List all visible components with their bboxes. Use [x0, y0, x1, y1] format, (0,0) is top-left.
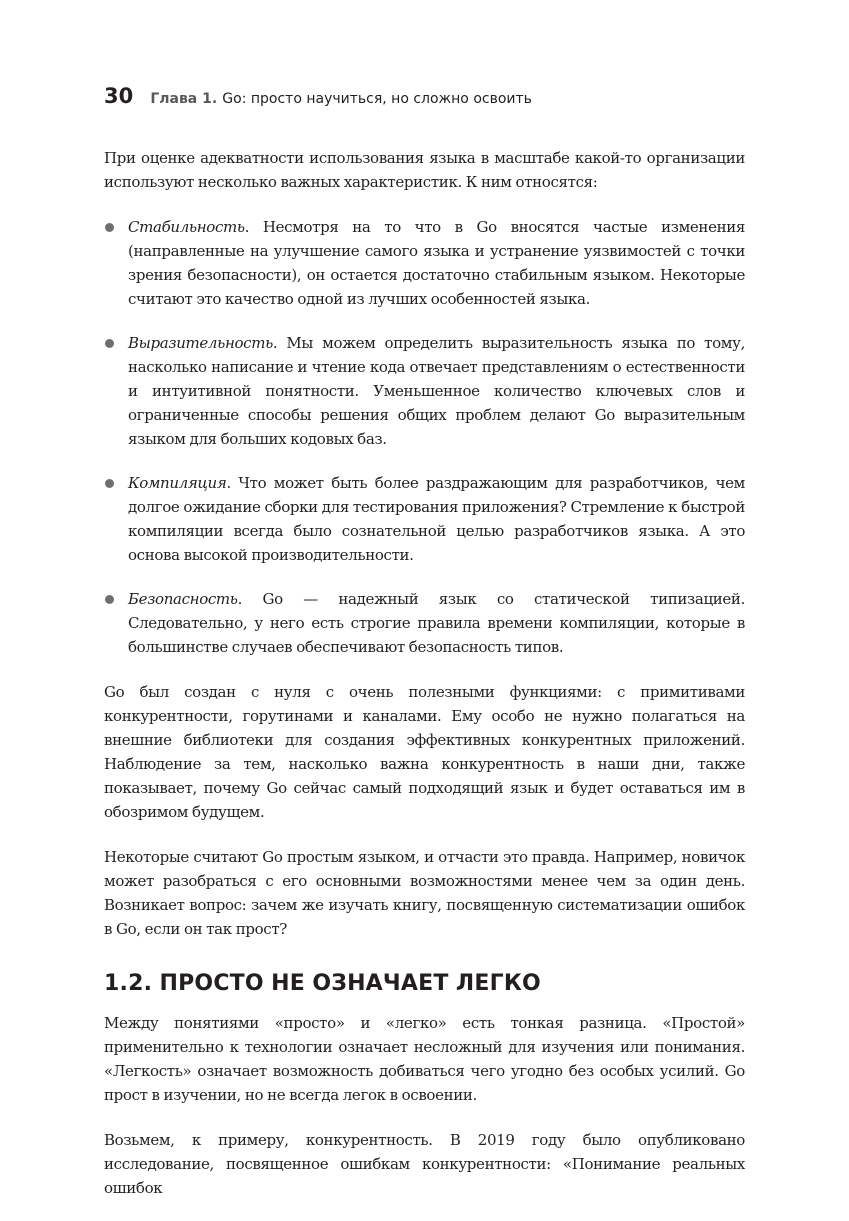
- feature-item-stability: [104, 215, 745, 311]
- chapter-title: Go: просто научиться, но сложно освоить: [222, 91, 532, 107]
- feature-text: . Go — надежный язык со статической типизацией. Следовательно, у него есть строгие правила времени компиляции, которые в большинстве случаев обеспечивают безопасность типов.: [128, 590, 745, 656]
- feature-text: . Мы можем определить выразительность языка по тому, насколько написание и чтение кода отвечает представлениям о естественности и интуитивной понятности. Уменьшенное количество ключевых слов и ограниченные способы решения общих проблем делают Go выразительным языком для больших кодовых баз.: [128, 334, 745, 448]
- feature-term: Стабильность: [128, 218, 245, 236]
- feature-text: . Несмотря на то что в Go вносятся частые изменения (направленные на улучшение самого языка и устранение уязвимостей с точки зрения безопасности), он остается достаточно стабильным языком. Некоторые считают это качество одной из лучших особенностей языка.: [128, 218, 745, 308]
- body-paragraph: Некоторые считают Go простым языком, и отчасти это правда. Например, новичок может разобраться с его основными возможностями менее чем за один день. Возникает вопрос: зачем же изучать книгу, посвященную систематизации ошибок в Go, если он так прост?: [104, 848, 745, 938]
- feature-term: Выразительность: [128, 334, 273, 352]
- feature-text: . Что может быть более раздражающим для разработчиков, чем долгое ожидание сборки для тестирования приложения? Стремление к быстрой компиляции всегда было сознательной целью разработчиков языка. А это основа высокой производительности.: [128, 474, 745, 564]
- bullet-icon: [105, 339, 114, 348]
- feature-list: [104, 215, 745, 659]
- page-body: [104, 146, 745, 1221]
- section-heading: 1.2. ПРОСТО НЕ ОЗНАЧАЕТ ЛЕГКО: [104, 971, 541, 996]
- page-number: 30: [104, 84, 134, 108]
- running-head: [104, 84, 744, 108]
- feature-item-expressiveness: [104, 331, 745, 451]
- intro-paragraph: При оценке адекватности использования языка в масштабе какой-то организации используют несколько важных характеристик. К ним относятся:: [104, 149, 745, 191]
- bullet-icon: [105, 479, 114, 488]
- feature-item-safety: [104, 587, 745, 659]
- bullet-icon: [105, 223, 114, 232]
- feature-term: Безопасность: [128, 590, 238, 608]
- section-paragraph: Возьмем, к примеру, конкурентность. В 2019 году было опубликовано исследование, посвященное ошибкам конкурентности: «Понимание реальных ошибок: [104, 1131, 745, 1197]
- feature-term: Компиляция: [128, 474, 227, 492]
- body-paragraph: Go был создан с нуля с очень полезными функциями: с примитивами конкурентности, горутинами и каналами. Ему особо не нужно полагаться на внешние библиотеки для создания эффективных конкурентных приложений. Наблюдение за тем, насколько важна конкурентность в наши дни, также показывает, почему Go сейчас самый подходящий язык и будет оставаться им в обозримом будущем.: [104, 683, 745, 821]
- chapter-label: Глава 1.: [150, 91, 218, 107]
- section-paragraph: Между понятиями «просто» и «легко» есть тонкая разница. «Простой» применительно к технологии означает несложный для изучения или понимания. «Легкость» означает возможность добиваться чего угодно без особых усилий. Go прост в изучении, но не всегда легок в освоении.: [104, 1014, 745, 1104]
- feature-item-compilation: [104, 471, 745, 567]
- bullet-icon: [105, 595, 114, 604]
